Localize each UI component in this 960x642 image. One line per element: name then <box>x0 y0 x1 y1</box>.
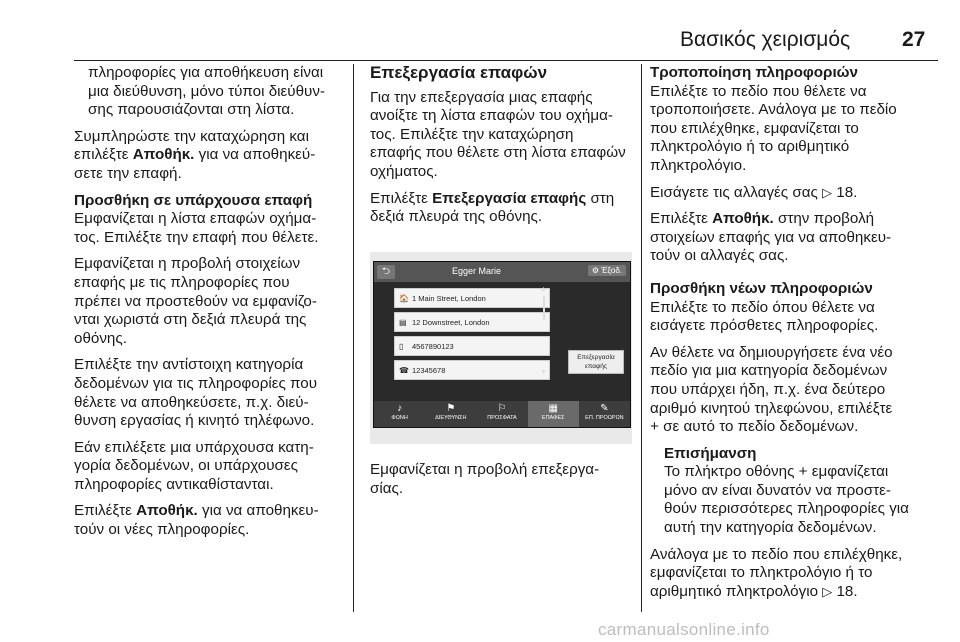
header-divider <box>74 60 938 61</box>
subheading: Προσθήκη νέων πληροφοριών <box>650 279 873 297</box>
page-number: 27 <box>902 28 926 51</box>
phone-icon: ☎ <box>399 365 409 375</box>
nav-recent[interactable]: ⚐ ΠΡΟΣΦΑΤΑ <box>476 401 527 427</box>
recent-icon: ⚐ <box>497 403 507 414</box>
column-divider <box>353 64 354 612</box>
column-1 <box>74 64 346 548</box>
scroll-down-icon[interactable]: ▼ <box>540 369 547 376</box>
column-3 <box>650 64 942 609</box>
subheading: Προσθήκη σε υπάρχουσα επαφή <box>74 191 313 209</box>
paragraph: Επιλέξτε Αποθήκ. στην προβολή στοιχείων επαφής για να αποθηκευ- τούν οι αλλαγές σας. <box>650 210 892 265</box>
paragraph: Εμφανίζεται η λίστα επαφών οχήμα- τος. Επιλέξτε την επαφή που θέλετε. <box>74 210 319 246</box>
nav-options[interactable]: ✎ ΕΠ. ΠΡΟΩΡΩΝ <box>579 401 630 427</box>
save-label: Αποθήκ. <box>712 210 774 228</box>
paragraph: Συμπληρώστε την καταχώρηση και επιλέξτε Αποθήκ. για να αποθηκεύ- σετε την επαφή. <box>74 127 316 182</box>
save-label: Αποθήκ. <box>136 502 198 520</box>
note-box <box>650 445 942 538</box>
note-text: Το πλήκτρο οθόνης + εμφανίζεται μόνο αν είναι δυνατόν να προστε- θούν περισσότερες πληροφορίες για αυτή την κατηγορία δεδομένων. <box>664 463 909 537</box>
plus-icon: + <box>650 418 659 436</box>
scrollbar[interactable] <box>540 286 547 376</box>
work-icon: ▤ <box>399 317 407 327</box>
subheading: Τροποποίηση πληροφοριών <box>650 64 858 81</box>
voice-icon: ♪ <box>397 403 403 414</box>
options-icon: ✎ <box>600 403 609 414</box>
page-ref-icon: ▷ <box>822 583 833 599</box>
infotainment-screenshot <box>370 252 632 444</box>
note-title: Επισήμανση <box>664 444 757 462</box>
scroll-thumb[interactable] <box>543 296 545 320</box>
flag-icon: ⚑ <box>446 403 456 414</box>
list-item[interactable]: ▤ 12 Downstreet, London <box>394 312 550 332</box>
back-icon[interactable]: ⮌ <box>377 265 395 279</box>
list-item[interactable]: ☎ 12345678 <box>394 360 550 380</box>
paragraph: Επιλέξτε την αντίστοιχη κατηγορία δεδομένων για τις πληροφορίες που θέλετε να αποθηκεύσετε, π.χ. διεύ- θυνση εργασίας ή κινητό τηλέφωνο. <box>74 356 318 430</box>
column-2 <box>370 64 632 235</box>
paragraph: Επιλέξτε το πεδίο όπου θέλετε να εισάγετε πρόσθετες πληροφορίες. <box>650 298 879 335</box>
paragraph: Αν θέλετε να δημιουργήσετε ένα νέο πεδίο για μια κατηγορία δεδομένων που υπάρχει ήδη, π.χ. ένα δεύτερο αριθμό κινητού τηλεφώνου, επιλέξτε + σε αυτό το πεδίο δεδομένων. <box>650 343 893 436</box>
nav-voice[interactable]: ♪ ΦΩΝΗ <box>374 401 425 427</box>
page-ref-icon: ▷ <box>822 184 833 200</box>
paragraph: Εισάγετε τις αλλαγές σας ▷ 18. <box>650 183 858 201</box>
list-item[interactable]: ▯ 4567890123 <box>394 336 550 356</box>
mobile-icon: ▯ <box>399 341 404 351</box>
figure-caption: Εμφανίζεται η προβολή επεξεργα- σίας. <box>370 461 600 497</box>
scroll-up-icon[interactable]: ▲ <box>540 286 547 293</box>
edit-contact-label: Επεξεργασία επαφής <box>432 189 587 207</box>
paragraph: Ανάλογα με το πεδίο που επιλέχθηκε, εμφανίζεται το πληκτρολόγιο ή το αριθμητικό πληκτρολόγιο ▷ 18. <box>650 545 903 600</box>
list-item[interactable]: 🏠 1 Main Street, London <box>394 288 550 308</box>
column-divider <box>641 64 642 612</box>
paragraph: Εμφανίζεται η προβολή στοιχείων επαφής με τις πληροφορίες που πρέπει να προστεθούν να εμφανίζο- νται χωριστά στη δεξιά πλευρά της οθόνης. <box>74 255 317 347</box>
contact-name: Egger Marie <box>452 266 502 276</box>
paragraph: Επιλέξτε το πεδίο που θέλετε να τροποποιήσετε. Ανάλογα με το πεδίο που επιλέχθηκε, εμφανίζεται το πληκτρολόγιο ή το αριθμητικό πληκτρολόγιο. <box>650 82 897 174</box>
paragraph: Επιλέξτε Αποθήκ. για να αποθηκευ- τούν οι νέες πληροφορίες. <box>74 502 319 539</box>
home-icon: 🏠 <box>399 293 409 303</box>
section-heading: Επεξεργασία επαφών <box>370 63 548 82</box>
paragraph: Επιλέξτε Επεξεργασία επαφής στη δεξιά πλευρά της οθόνης. <box>370 189 615 226</box>
paragraph: Εάν επιλέξετε μια υπάρχουσα κατη- γορία δεδομένων, οι υπάρχουσες πληροφορίες αντικαθίστανται. <box>74 438 314 493</box>
bottom-nav <box>374 401 630 427</box>
exit-button[interactable]: ⚙ Έξοδ. <box>588 265 626 276</box>
watermark: carmanualsonline.info <box>598 620 770 639</box>
edit-contact-button[interactable]: Επεξεργασία επαφής <box>568 350 624 374</box>
contact-detail-list <box>394 288 550 384</box>
paragraph: πληροφορίες για αποθήκευση είναι μια διεύθυνση, μόνο τύποι διεύθυν- σης παρουσιάζονται στη λίστα. <box>88 64 326 119</box>
nav-address[interactable]: ⚑ ΔΙΕΥΘΥΝΣΗ <box>425 401 476 427</box>
paragraph: Για την επεξεργασία μιας επαφής ανοίξτε τη λίστα επαφών του οχήμα- τος. Επιλέξτε την καταχώρηση επαφής που θέλετε στη λίστα επαφών οχήματος. <box>370 88 626 180</box>
screen-top-bar <box>374 262 630 282</box>
save-label: Αποθήκ. <box>132 146 195 164</box>
nav-contacts[interactable]: ▦ ΕΠΑΦΕΣ <box>528 401 579 427</box>
plus-icon: + <box>798 463 808 481</box>
screen-display <box>373 261 631 428</box>
section-title: Βασικός χειρισμός <box>680 28 851 51</box>
contacts-icon: ▦ <box>548 403 558 414</box>
